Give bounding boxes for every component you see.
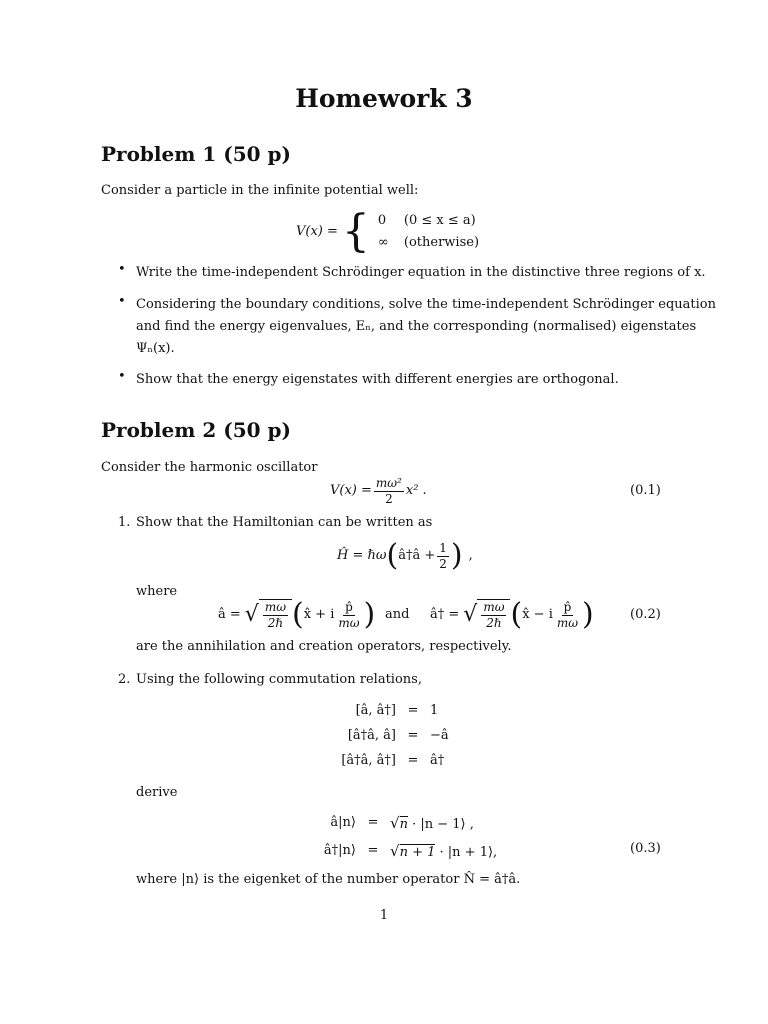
case1-value: 0 (377, 213, 387, 228)
right-paren: ) (450, 538, 463, 573)
radical-icon: √ (463, 602, 478, 627)
equals-sign: = (407, 753, 419, 768)
derived-2-tail: · |n + 1⟩, (439, 845, 498, 860)
and-label: and (385, 607, 410, 622)
annihilation-inner: x̂ + i (303, 607, 335, 622)
annihilation-creation-text: are the annihilation and creation operators, respectively. (136, 639, 512, 654)
equals-sign: = (407, 728, 419, 743)
equals-sign: = (367, 843, 379, 858)
annihilation-lhs: â = (218, 607, 241, 622)
commutator-1-lhs: [â, â†] (355, 703, 396, 718)
fraction-denominator: 2ℏ (486, 616, 502, 630)
page-number: 1 (379, 908, 389, 923)
fraction-numerator: mω² (375, 475, 402, 490)
oscillator-rhs: x² . (405, 483, 427, 498)
derived-2-rhs (390, 840, 497, 864)
fraction-numerator: mω (264, 600, 286, 614)
sqrt-argument: n + 1 (399, 845, 436, 860)
right-paren: ) (582, 597, 594, 632)
hamiltonian-lhs: Ĥ = ℏω (337, 548, 387, 563)
equation-number-0-1: (0.1) (630, 483, 661, 498)
problem-1-bullet-3: Show that the energy eigenstates with different energies are orthogonal. (136, 372, 619, 387)
bullet-icon: • (118, 262, 126, 277)
number-operator-text: where |n⟩ is the eigenket of the number operator N̂ = â†â. (136, 872, 521, 887)
oscillator-lhs: V(x) = (330, 483, 372, 498)
fraction-numerator: mω (483, 600, 505, 614)
annihilation-operator-equation (218, 596, 375, 634)
fraction-denominator: mω (338, 615, 360, 630)
derived-1-rhs (390, 812, 497, 836)
problem-1-bullet-2-line-1: Considering the boundary conditions, solve the time-independent Schrödinger equation (136, 297, 716, 312)
radical-icon: √ (390, 842, 400, 860)
case1-condition: (0 ≤ x ≤ a) (403, 213, 476, 228)
fraction-denominator: mω (556, 615, 579, 630)
piecewise-cases (378, 210, 479, 254)
fraction-denominator: 2ℏ (267, 616, 284, 630)
problem-1-bullet-2-line-2: and find the energy eigenvalues, Eₙ, and the corresponding (normalised) eigenstates (136, 319, 697, 334)
left-paren: ( (510, 597, 523, 632)
problem-1-heading: Problem 1 (50 p) (101, 142, 291, 166)
document-title: Homework 3 (295, 84, 473, 113)
brace-icon: { (341, 206, 370, 257)
fraction-numerator: p̂ (345, 599, 353, 614)
fraction-numerator: p̂ (563, 599, 572, 614)
equals-sign: = (407, 703, 419, 718)
potential-equation (296, 208, 479, 256)
fraction-denominator: 2 (439, 556, 447, 571)
creation-inner: x̂ − i (522, 607, 553, 622)
problem-2-heading: Problem 2 (50 p) (101, 418, 291, 442)
creation-lhs: â† = (430, 607, 460, 622)
case2-condition: (otherwise) (403, 235, 480, 250)
radical-icon: √ (244, 602, 259, 627)
potential-lhs: V(x) = (296, 224, 338, 239)
left-paren: ( (386, 538, 399, 573)
item-1-text: Show that the Hamiltonian can be written as (136, 515, 433, 530)
derived-1-tail: · |n − 1⟩ , (412, 817, 474, 832)
derived-1-lhs: â|n⟩ (330, 815, 356, 830)
bullet-icon: • (118, 294, 126, 309)
derived-2-lhs: â†|n⟩ (323, 843, 356, 858)
equation-number-0-3: (0.3) (630, 841, 661, 856)
problem-2-intro: Consider the harmonic oscillator (101, 460, 318, 475)
hamiltonian-comma: , (468, 548, 473, 563)
hamiltonian-equation (337, 538, 473, 574)
where-label: where (136, 584, 178, 599)
sqrt-factor (463, 599, 510, 631)
hamiltonian-inner: â†â + (398, 548, 436, 563)
problem-1-bullet-2-line-3: Ψₙ(x). (136, 341, 175, 356)
bullet-icon: • (118, 369, 126, 384)
derived-relations (310, 812, 497, 864)
problem-1-bullet-1: Write the time-independent Schrödinger equation in the distinctive three regions of x. (136, 265, 706, 280)
item-2-number: 2. (118, 672, 131, 687)
oscillator-fraction (374, 476, 404, 507)
equation-number-0-2: (0.2) (630, 607, 661, 622)
commutator-3-lhs: [â†â, â†] (341, 753, 396, 768)
fraction-denominator: 2 (385, 491, 393, 506)
derive-label: derive (136, 785, 178, 800)
half-fraction (437, 541, 449, 572)
commutator-1-rhs: 1 (430, 703, 439, 718)
oscillator-equation (330, 474, 427, 508)
creation-operator-equation (430, 596, 594, 634)
case2-value: ∞ (377, 235, 389, 250)
item-2-text: Using the following commutation relations, (136, 672, 422, 687)
sqrt-factor (245, 599, 292, 631)
equals-sign: = (367, 815, 379, 830)
right-paren: ) (363, 597, 376, 632)
commutator-2-rhs: −â (430, 728, 449, 743)
problem-1-intro: Consider a particle in the infinite potential well: (101, 183, 419, 198)
commutator-3-rhs: â† (430, 753, 445, 768)
sqrt-argument: n (399, 817, 408, 832)
left-paren: ( (291, 597, 304, 632)
radical-icon: √ (390, 814, 400, 832)
commutator-2-lhs: [â†â, â] (347, 728, 396, 743)
fraction-numerator: 1 (439, 540, 447, 555)
item-1-number: 1. (118, 515, 131, 530)
commutation-relations (340, 700, 449, 772)
